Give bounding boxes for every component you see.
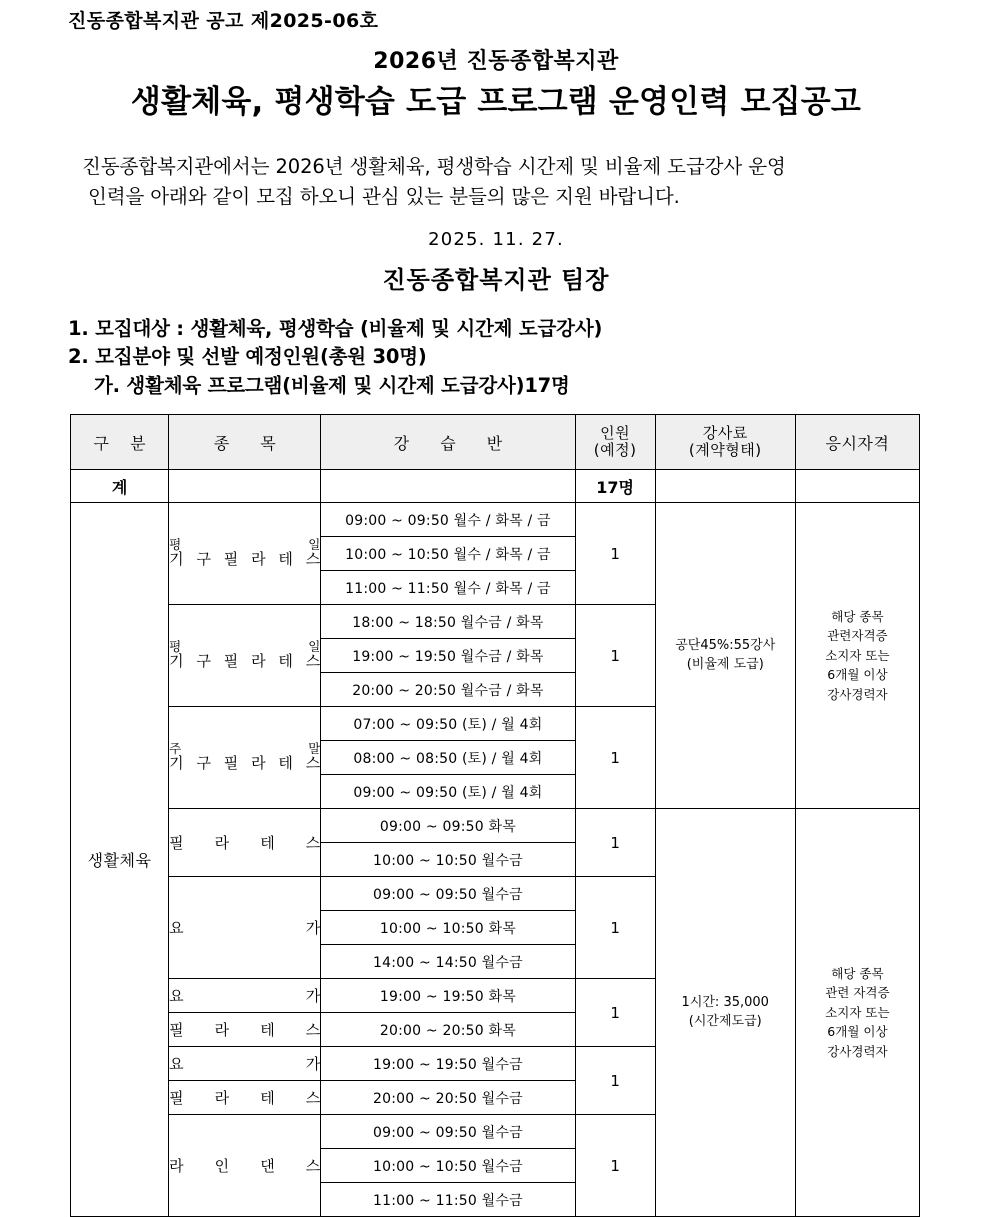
subject-char: 필 <box>223 753 239 772</box>
subject-char: 스 <box>305 1089 321 1107</box>
subject-char: 필 <box>169 834 184 852</box>
cell-headcount: 1 <box>575 1047 655 1115</box>
subject-char: 기 <box>169 549 184 568</box>
qual-line: 소지자 또는 <box>825 647 890 663</box>
subject-char: 스 <box>305 651 321 670</box>
subject-char: 기 <box>169 753 184 772</box>
table-row-total <box>71 470 920 503</box>
subject-chars <box>169 1155 320 1176</box>
cell-class-schedule: 10:00 ~ 10:50 월수 / 화목 / 금 <box>321 537 575 571</box>
cell-class-schedule: 10:00 ~ 10:50 화목 <box>321 911 575 945</box>
subject-chars <box>169 1019 320 1040</box>
cell-qualification-ratio <box>795 503 919 809</box>
intro-line-2: 인력을 아래와 같이 모집 하오니 관심 있는 분들의 많은 지원 바랍니다. <box>88 185 680 209</box>
schedule-table-wrapper <box>70 414 920 1217</box>
subject-char: 라 <box>251 753 266 772</box>
qual-line: 해당 종목 <box>831 966 884 982</box>
cell-class-schedule: 11:00 ~ 11:50 월수금 <box>321 1183 575 1217</box>
fee-line: (비율제 도급) <box>686 656 764 672</box>
cell-class-schedule: 09:00 ~ 09:50 (토) / 월 4회 <box>321 775 575 809</box>
cell-class-schedule: 09:00 ~ 09:50 월수금 <box>321 877 575 911</box>
qual-line: 강사경력자 <box>827 1043 888 1059</box>
subject-char: 스 <box>305 549 321 568</box>
cell-qualification-hourly <box>795 809 919 1217</box>
cell-class-schedule: 11:00 ~ 11:50 월수 / 화목 / 금 <box>321 571 575 605</box>
subject-prefix-right: 일 <box>308 537 321 553</box>
subject-prefix-right: 말 <box>308 741 321 757</box>
cell-class-schedule: 19:00 ~ 19:50 월수금 <box>321 1047 575 1081</box>
subject-char: 요 <box>169 987 184 1005</box>
subject-char: 구 <box>196 753 211 772</box>
subject-char: 구 <box>196 651 211 670</box>
qual-line: 관련 자격증 <box>825 985 890 1001</box>
subject-char: 라 <box>214 1021 230 1039</box>
cell-headcount: 1 <box>575 503 655 605</box>
table-header-row <box>71 415 920 470</box>
subject-char: 구 <box>196 549 211 568</box>
notice-date: 2025. 11. 27. <box>428 229 564 250</box>
subject-char: 테 <box>278 549 293 568</box>
header-inwon: 인원 (예정) <box>575 415 655 470</box>
subject-chars <box>169 653 320 670</box>
table-row <box>71 503 920 537</box>
total-jongmok-empty <box>169 470 321 503</box>
subject-char: 요 <box>169 1055 184 1073</box>
cell-subject <box>169 877 321 979</box>
subject-char: 필 <box>169 1089 184 1107</box>
cell-headcount: 1 <box>575 979 655 1047</box>
subject-char: 테 <box>278 753 293 772</box>
subject-chars <box>169 551 320 568</box>
cell-subject <box>169 979 321 1013</box>
subject-char: 인 <box>214 1157 230 1175</box>
subject-char: 필 <box>223 651 239 670</box>
cell-gubun: 생활체육 <box>71 503 169 1217</box>
list-item-1: 1. 모집대상 : 생활체육, 평생학습 (비율제 및 시간제 도급강사) <box>68 317 603 340</box>
subject-chars <box>169 1053 320 1074</box>
cell-class-schedule: 07:00 ~ 09:50 (토) / 월 4회 <box>321 707 575 741</box>
cell-class-schedule: 10:00 ~ 10:50 월수금 <box>321 1149 575 1183</box>
cell-subject <box>169 707 321 809</box>
header-qualification: 응시자격 <box>795 415 919 470</box>
subject-char: 댄 <box>260 1157 275 1175</box>
table-head <box>71 415 920 470</box>
qual-line: 소지자 또는 <box>825 1004 890 1020</box>
qual-line: 6개월 이상 <box>827 667 888 683</box>
subject-prefix-right: 일 <box>308 639 321 655</box>
subject-chars <box>169 832 320 853</box>
total-label: 계 <box>71 470 169 503</box>
cell-subject <box>169 809 321 877</box>
notice-number: 진동종합복지관 공고 제2025-06호 <box>68 10 379 32</box>
total-inwon: 17명 <box>575 470 655 503</box>
subject-char: 스 <box>305 834 321 852</box>
subject-prefix-left: 평 <box>169 537 182 553</box>
subject-char: 테 <box>260 1089 275 1107</box>
cell-headcount: 1 <box>575 605 655 707</box>
subject-char: 가 <box>305 919 321 937</box>
header-gubun: 구 분 <box>71 415 169 470</box>
subject-char: 라 <box>169 1157 184 1175</box>
subject-prefix-left: 평 <box>169 639 182 655</box>
subject-chars <box>169 917 320 938</box>
intro-paragraph <box>82 152 922 212</box>
total-qual-empty <box>795 470 919 503</box>
cell-class-schedule: 20:00 ~ 20:50 화목 <box>321 1013 575 1047</box>
cell-class-schedule: 19:00 ~ 19:50 화목 <box>321 979 575 1013</box>
cell-class-schedule: 09:00 ~ 09:50 화목 <box>321 809 575 843</box>
cell-subject <box>169 1047 321 1081</box>
cell-class-schedule: 08:00 ~ 08:50 (토) / 월 4회 <box>321 741 575 775</box>
title-subtitle: 2026년 진동종합복지관 <box>373 49 619 74</box>
subject-char: 라 <box>214 1089 230 1107</box>
subject-chars <box>169 985 320 1006</box>
cell-headcount: 1 <box>575 877 655 979</box>
list-item-2a: 가. 생활체육 프로그램(비율제 및 시간제 도급강사)17명 <box>94 373 570 397</box>
subject-char: 테 <box>260 834 275 852</box>
subject-char: 기 <box>169 651 184 670</box>
header-jongmok: 종 목 <box>169 415 321 470</box>
subject-char: 라 <box>214 834 230 852</box>
subject-char: 필 <box>169 1021 184 1039</box>
cell-class-schedule: 20:00 ~ 20:50 월수금 <box>321 1081 575 1115</box>
cell-subject <box>169 1013 321 1047</box>
subject-chars <box>169 755 320 772</box>
qual-line: 6개월 이상 <box>827 1024 888 1040</box>
fee-line: (시간제도급) <box>688 1013 762 1029</box>
qual-line: 관련자격증 <box>827 628 888 644</box>
page-title: 생활체육, 평생학습 도급 프로그램 운영인력 모집공고 <box>130 83 862 120</box>
subject-char: 가 <box>305 1055 321 1073</box>
fee-line: 1시간: 35,000 <box>681 995 769 1011</box>
notice-list <box>68 315 928 400</box>
cell-subject <box>169 605 321 707</box>
intro-line-1: 진동종합복지관에서는 2026년 생활체육, 평생학습 시간제 및 비율제 도급강사 운영 <box>82 155 786 178</box>
cell-class-schedule: 14:00 ~ 14:50 월수금 <box>321 945 575 979</box>
table-body <box>71 470 920 1217</box>
cell-class-schedule: 09:00 ~ 09:50 월수금 <box>321 1115 575 1149</box>
subject-char: 스 <box>305 1157 321 1175</box>
subject-char: 라 <box>251 549 266 568</box>
cell-class-schedule: 20:00 ~ 20:50 월수금 / 화목 <box>321 673 575 707</box>
cell-subject <box>169 1115 321 1217</box>
total-fee-empty <box>655 470 795 503</box>
subject-char: 테 <box>278 651 293 670</box>
cell-fee-hourly <box>655 809 795 1217</box>
subject-char: 필 <box>223 549 239 568</box>
fee-line: 공단45%:55강사 <box>675 638 776 654</box>
schedule-table <box>70 414 920 1217</box>
signer-name: 진동종합복지관 팀장 <box>382 266 610 294</box>
qual-line: 해당 종목 <box>831 609 884 625</box>
cell-subject <box>169 503 321 605</box>
title-block <box>0 48 992 122</box>
cell-fee-ratio <box>655 503 795 809</box>
total-ban-empty <box>321 470 575 503</box>
subject-char: 테 <box>260 1021 275 1039</box>
subject-chars <box>169 1087 320 1108</box>
cell-class-schedule: 19:00 ~ 19:50 월수금 / 화목 <box>321 639 575 673</box>
cell-headcount: 1 <box>575 1115 655 1217</box>
cell-class-schedule: 09:00 ~ 09:50 월수 / 화목 / 금 <box>321 503 575 537</box>
qual-line: 강사경력자 <box>827 686 888 702</box>
subject-char: 스 <box>305 753 321 772</box>
cell-headcount: 1 <box>575 707 655 809</box>
table-row <box>71 809 920 843</box>
list-item-2: 2. 모집분야 및 선발 예정인원(총원 30명) <box>68 345 427 369</box>
subject-char: 라 <box>251 651 266 670</box>
subject-prefix-left: 주 <box>169 741 182 757</box>
subject-char: 가 <box>305 987 321 1005</box>
cell-headcount: 1 <box>575 809 655 877</box>
cell-class-schedule: 10:00 ~ 10:50 월수금 <box>321 843 575 877</box>
cell-subject <box>169 1081 321 1115</box>
header-fee: 강사료 (계약형태) <box>655 415 795 470</box>
header-ban: 강 습 반 <box>321 415 575 470</box>
subject-char: 스 <box>305 1021 321 1039</box>
cell-class-schedule: 18:00 ~ 18:50 월수금 / 화목 <box>321 605 575 639</box>
subject-char: 요 <box>169 919 184 937</box>
